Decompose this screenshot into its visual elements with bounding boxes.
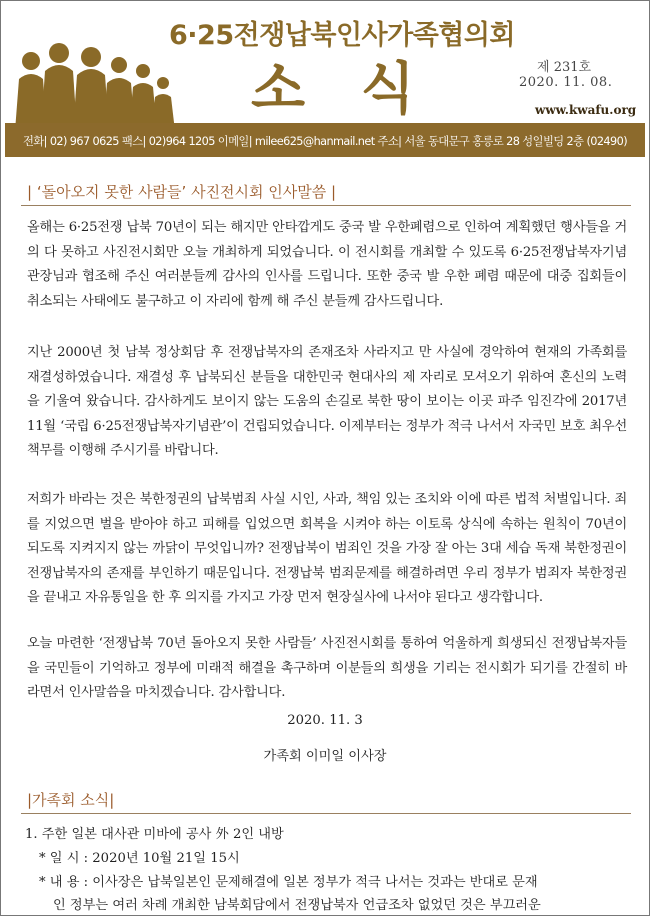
contact-info: 전화| 02) 967 0625 팩스| 02)964 1205 이메일| milee625@hanmail.net 주소| 서울 동대문구 홍릉로 28 성일빌딩 2층 (02490) [23, 135, 627, 148]
greeting-paragraph-4: 오늘 마련한 ‘전쟁납북 70년 돌아오지 못한 사람들’ 사진전시회를 통하여 억울하게 희생되신 전쟁납북자들을 국민들이 기억하고 정부에 미래적 해결을 촉구하며 이분들의 희생을 기리는 전시회가 되기를 간절히 바라면서 인사말씀을 마치겠습니다. 감사합니다. [27, 636, 627, 701]
greeting-paragraph-2: 지난 2000년 첫 남북 정상회담 후 전쟁납북자의 존재조차 사라지고 만 사실에 경악하여 현재의 가족회를 재결성하였습니다. 재결성 후 납북되신 분들을 대한민국 현대사의 제 자리로 모셔오기 위하여 혼신의 노력을 기울여 왔습니다. 감사하게도 보이지 않는 도움의 손길로 북한 땅이 보이는 이곳 파주 임진각에 2017년 11월 ‘국립 6·25전쟁납북자기념관’이 건립되었습니다. 이제부터는 정부가 적극 나서서 자국민 보호 최우선 책무를 이행해 주시기를 바랍니다. [27, 345, 627, 459]
news-item-content-continued: 인 정부는 여러 차례 개최한 남북회담에서 전쟁납북자 언급조차 없었던 것은 부끄러운 [53, 898, 541, 913]
news-item-date: * 일 시 : 2020년 10월 21일 15시 [39, 851, 240, 866]
newsletter-header [1, 1, 649, 159]
issue-number: 제 231호 [537, 60, 592, 75]
issue-date: 2020. 11. 08. [519, 75, 613, 90]
greeting-paragraph-3: 저희가 바라는 것은 북한정권의 납북범죄 사실 시인, 사과, 책임 있는 조치와 이에 따른 법적 처벌입니다. 죄를 지었으면 벌을 받아야 하고 피해를 입었으면 회복을 시켜야 하는 이토록 상식에 속하는 원칙이 70년이 되도록 지켜지지 않는 까닭이 무엇입니까? 전쟁납북이 범죄인 것을 가장 잘 아는 3대 세습 독재 북한정권이 전쟁납북자의 존재를 부인하기 때문입니다. 전쟁납북 범죄문제를 해결하려면 우리 정부가 범죄자 북한정권을 끝내고 자유통일을 한 후 의지를 가지고 가장 먼저 현장실사에 나서야 된다고 생각합니다. [27, 492, 627, 606]
section-title-greeting: | ‘돌아오지 못한 사람들’ 사진전시회 인사말씀 | [27, 183, 337, 201]
section-divider [21, 205, 631, 206]
organization-name: 6·25전쟁납북인사가족협의회 [169, 20, 516, 51]
section-divider [21, 813, 631, 814]
greeting-signature: 가족회 이미일 이사장 [263, 749, 387, 764]
section-title-family-news: |가족회 소식| [27, 791, 115, 809]
website-link[interactable]: www.kwafu.org [535, 103, 637, 117]
greeting-date: 2020. 11. 3 [287, 713, 363, 728]
family-silhouette-image [7, 31, 177, 131]
newsletter-title: 소 식 [251, 57, 433, 122]
news-item-title: 1. 주한 일본 대사관 미바에 공사 外 2인 내방 [25, 827, 284, 842]
greeting-paragraph-1: 올해는 6·25전쟁 납북 70년이 되는 해지만 안타깝게도 중국 발 우한폐렴으로 인하여 계획했던 행사들을 거의 다 못하고 사진전시회만 오늘 개최하게 되었습니다. 이 전시회를 개최할 수 있도록 6·25전쟁납북자기념관장님과 협조해 주신 여러분들께 감사의 인사를 드립니다. 또한 중국 발 우한 폐렴 때문에 대중 집회들이 취소되는 사태에도 불구하고 이 자리에 함께 해 주신 분들께 감사드립니다. [27, 220, 627, 309]
news-item-content: * 내 용 : 이사장은 납북일본인 문제해결에 일본 정부가 적극 나서는 것과는 반대로 문재 [39, 875, 538, 890]
